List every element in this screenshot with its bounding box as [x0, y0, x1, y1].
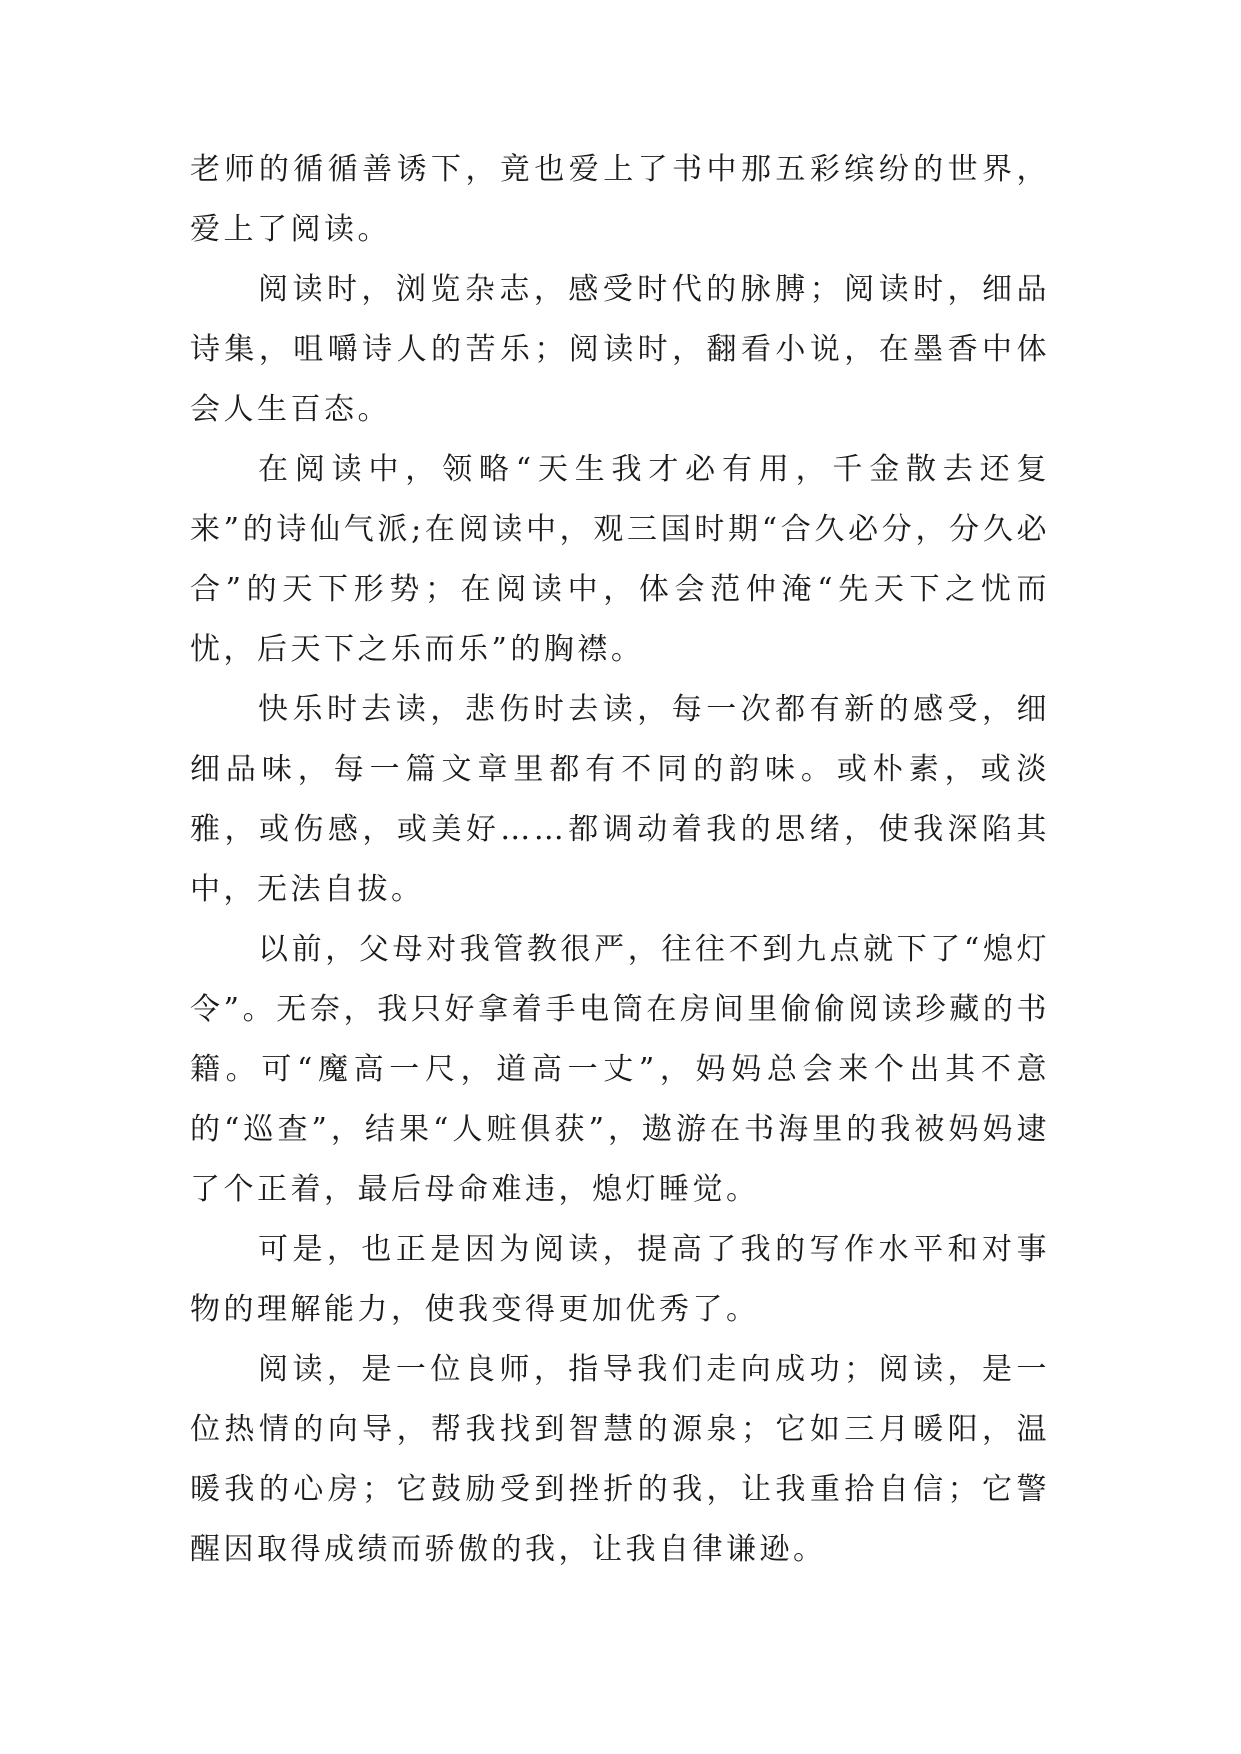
paragraph-3: 在阅读中，领略“天生我才必有用，千金散去还复来”的诗仙气派;在阅读中，观三国时期“合久必分，分久必合”的天下形势；在阅读中，体会范仲淹“先天下之忧而忧，后天下之乐而乐”的胸襟。: [190, 452, 1050, 667]
paragraph-5: 以前，父母对我管教很严，往往不到九点就下了“熄灯令”。无奈，我只好拿着手电筒在房间里偷偷阅读珍藏的书籍。可“魔高一尺，道高一丈”，妈妈总会来个出其不意的“巡查”，结果“人赃俱获”，遨游在书海里的我被妈妈逮了个正着，最后母命难违，熄灯睡觉。: [190, 932, 1050, 1207]
paragraph-4: 快乐时去读，悲伤时去读，每一次都有新的感受，细细品味，每一篇文章里都有不同的韵味。或朴素，或淡雅，或伤感，或美好……都调动着我的思绪，使我深陷其中，无法自拔。: [190, 692, 1050, 907]
paragraph-6: 可是，也正是因为阅读，提高了我的写作水平和对事物的理解能力，使我变得更加优秀了。: [190, 1232, 1050, 1327]
document-page: [190, 140, 1050, 1580]
paragraph-2: 阅读时，浏览杂志，感受时代的脉膊；阅读时，细品诗集，咀嚼诗人的苦乐；阅读时，翻看小说，在墨香中体会人生百态。: [190, 272, 1050, 427]
paragraph-7: 阅读，是一位良师，指导我们走向成功；阅读，是一位热情的向导，帮我找到智慧的源泉；它如三月暖阳，温暖我的心房；它鼓励受到挫折的我，让我重拾自信；它警醒因取得成绩而骄傲的我，让我自律谦逊。: [190, 1352, 1050, 1567]
paragraph-1: 老师的循循善诱下，竟也爱上了书中那五彩缤纷的世界，爱上了阅读。: [190, 152, 1050, 247]
